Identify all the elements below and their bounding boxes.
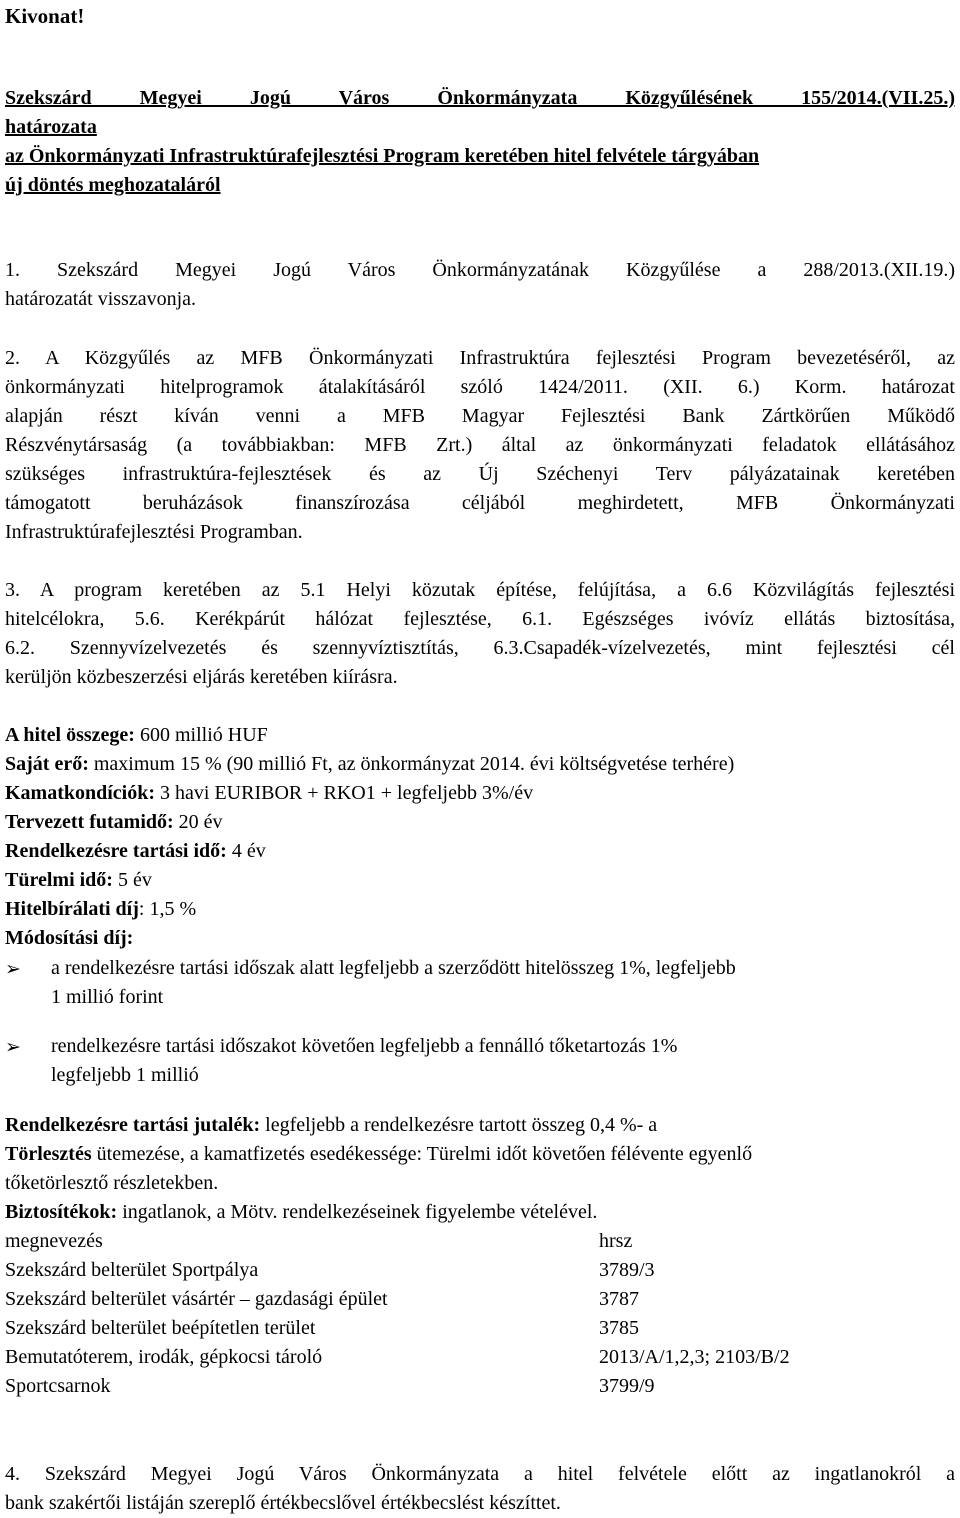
- term-label: Kamatkondíciók:: [5, 782, 156, 804]
- term-torlesztes: [5, 1140, 752, 1169]
- table-cell-name: Bemutatóterem, irodák, gépkocsi tároló: [5, 1346, 323, 1368]
- term-torlesztes-line-2: tőketörlesztő részletekben.: [5, 1172, 219, 1194]
- term-hitel-osszege: [5, 721, 268, 750]
- term-value: 20 év: [173, 811, 223, 833]
- point-2-line-4: Részvénytársaság (a továbbiakban: MFB Zrt.) által az önkormányzati feladatok ellátásához: [5, 434, 955, 456]
- term-hitelbiralati-dij: [5, 895, 196, 924]
- kivonat-heading: Kivonat!: [5, 4, 85, 28]
- point-4-line-1: 4. Szekszárd Megyei Jogú Város Önkormányzata a hitel felvétele előtt az ingatlanokról a: [5, 1463, 955, 1485]
- term-value: 5 év: [112, 869, 152, 891]
- term-label: Tervezett futamidő:: [5, 811, 174, 833]
- term-label: Törlesztés: [5, 1143, 92, 1165]
- resolution-title-line-3: az Önkormányzati Infrastruktúrafejlesztési Program keretében hitel felvétele tárgyában: [5, 145, 760, 167]
- term-value: : 1,5 %: [138, 898, 197, 920]
- point-1-line-1: 1. Szekszárd Megyei Jogú Város Önkormányzatának Közgyűlése a 288/2013.(XII.19.): [5, 259, 955, 281]
- term-rendelkezesre-tartasi-ido: [5, 837, 266, 866]
- table-cell-hrsz: 2013/A/1,2,3; 2103/B/2: [599, 1346, 790, 1368]
- term-turelmi-ido: [5, 866, 152, 895]
- term-value: legfeljebb a rendelkezésre tartott összeg 0,4 %- a: [260, 1114, 658, 1136]
- bullet-2-line-2: legfeljebb 1 millió: [51, 1064, 199, 1086]
- point-2-line-7: Infrastruktúrafejlesztési Programban.: [5, 521, 303, 543]
- term-sajat-ero: [5, 750, 734, 779]
- resolution-title-line-1: Szekszárd Megyei Jogú Város Önkormányzata Közgyűlésének 155/2014.(VII.25.): [5, 87, 955, 109]
- point-1-line-2: határozatát visszavonja.: [5, 288, 197, 310]
- point-2-line-2: önkormányzati hitelprogramok átalakításáról szóló 1424/2011. (XII. 6.) Korm. határozat: [5, 376, 955, 398]
- table-cell-hrsz: 3789/3: [599, 1259, 655, 1281]
- term-value: 4 év: [226, 840, 266, 862]
- term-value: 600 millió HUF: [134, 724, 268, 746]
- table-cell-name: Szekszárd belterület beépítetlen terület: [5, 1317, 316, 1339]
- term-futamido: [5, 808, 223, 837]
- bullet-1-line-1: a rendelkezésre tartási időszak alatt legfeljebb a szerződött hitelösszeg 1%, legfeljebb: [51, 957, 736, 979]
- table-cell-name: Szekszárd belterület vásártér – gazdasági épület: [5, 1288, 388, 1310]
- term-label: Hitelbírálati díj: [5, 898, 139, 920]
- term-label: Rendelkezésre tartási jutalék:: [5, 1114, 261, 1136]
- term-modositasi-dij: Módosítási díj:: [5, 927, 134, 949]
- table-header-megnevezes: megnevezés: [5, 1230, 103, 1252]
- term-biztositekok: [5, 1198, 597, 1227]
- term-label: Rendelkezésre tartási idő:: [5, 840, 227, 862]
- term-label: A hitel összege:: [5, 724, 135, 746]
- term-label: Türelmi idő:: [5, 869, 113, 891]
- arrow-bullet-icon: ➢: [5, 958, 21, 980]
- point-4-line-2: bank szakértői listáján szereplő értékbecslővel értékbecslést készíttet.: [5, 1492, 561, 1514]
- table-cell-name: Sportcsarnok: [5, 1375, 111, 1397]
- point-3-line-1: 3. A program keretében az 5.1 Helyi közutak építése, felújítása, a 6.6 Közvilágítás fejlesztési: [5, 579, 955, 601]
- term-label: Saját erő:: [5, 753, 89, 775]
- table-cell-hrsz: 3787: [599, 1288, 639, 1310]
- point-3-line-3: 6.2. Szennyvízelvezetés és szennyvíztisztítás, 6.3.Csapadék-vízelvezetés, mint fejlesztési cél: [5, 637, 955, 659]
- term-value: ütemezése, a kamatfizetés esedékessége: Türelmi időt követően félévente egyenlő: [91, 1143, 753, 1165]
- point-2-line-1: 2. A Közgyűlés az MFB Önkormányzati Infrastruktúra fejlesztési Program bevezetéséről, az: [5, 347, 955, 369]
- term-rendelkezesre-tartasi-jutalek: [5, 1111, 657, 1140]
- term-value: ingatlanok, a Mötv. rendelkezéseinek figyelembe vételével.: [117, 1201, 598, 1223]
- term-label: Biztosítékok:: [5, 1201, 118, 1223]
- point-2-line-5: szükséges infrastruktúra-fejlesztések és az Új Széchenyi Terv pályázatainak keretében: [5, 463, 955, 485]
- arrow-bullet-icon: ➢: [5, 1036, 21, 1058]
- resolution-title-line-4: új döntés meghozataláról: [5, 174, 221, 196]
- table-header-hrsz: hrsz: [599, 1230, 633, 1252]
- point-2-line-3: alapján részt kíván venni a MFB Magyar Fejlesztési Bank Zártkörűen Működő: [5, 405, 955, 427]
- bullet-1-line-2: 1 millió forint: [51, 986, 164, 1008]
- table-cell-name: Szekszárd belterület Sportpálya: [5, 1259, 259, 1281]
- table-cell-hrsz: 3785: [599, 1317, 639, 1339]
- term-value: 3 havi EURIBOR + RKO1 + legfeljebb 3%/év: [155, 782, 534, 804]
- table-cell-hrsz: 3799/9: [599, 1375, 655, 1397]
- term-kamatkondiciok: [5, 779, 533, 808]
- bullet-2-line-1: rendelkezésre tartási időszakot követően legfeljebb a fennálló tőketartozás 1%: [51, 1035, 678, 1057]
- point-2-line-6: támogatott beruházások finanszírozása céljából meghirdetett, MFB Önkormányzati: [5, 492, 955, 514]
- point-3-line-4: kerüljön közbeszerzési eljárás keretében kiírásra.: [5, 666, 398, 688]
- resolution-title-line-2: határozata: [5, 116, 97, 138]
- point-3-line-2: hitelcélokra, 5.6. Kerékpárút hálózat fejlesztése, 6.1. Egészséges ivóvíz ellátás biztosítása,: [5, 608, 955, 630]
- term-value: maximum 15 % (90 millió Ft, az önkormányzat 2014. évi költségvetése terhére): [88, 753, 735, 775]
